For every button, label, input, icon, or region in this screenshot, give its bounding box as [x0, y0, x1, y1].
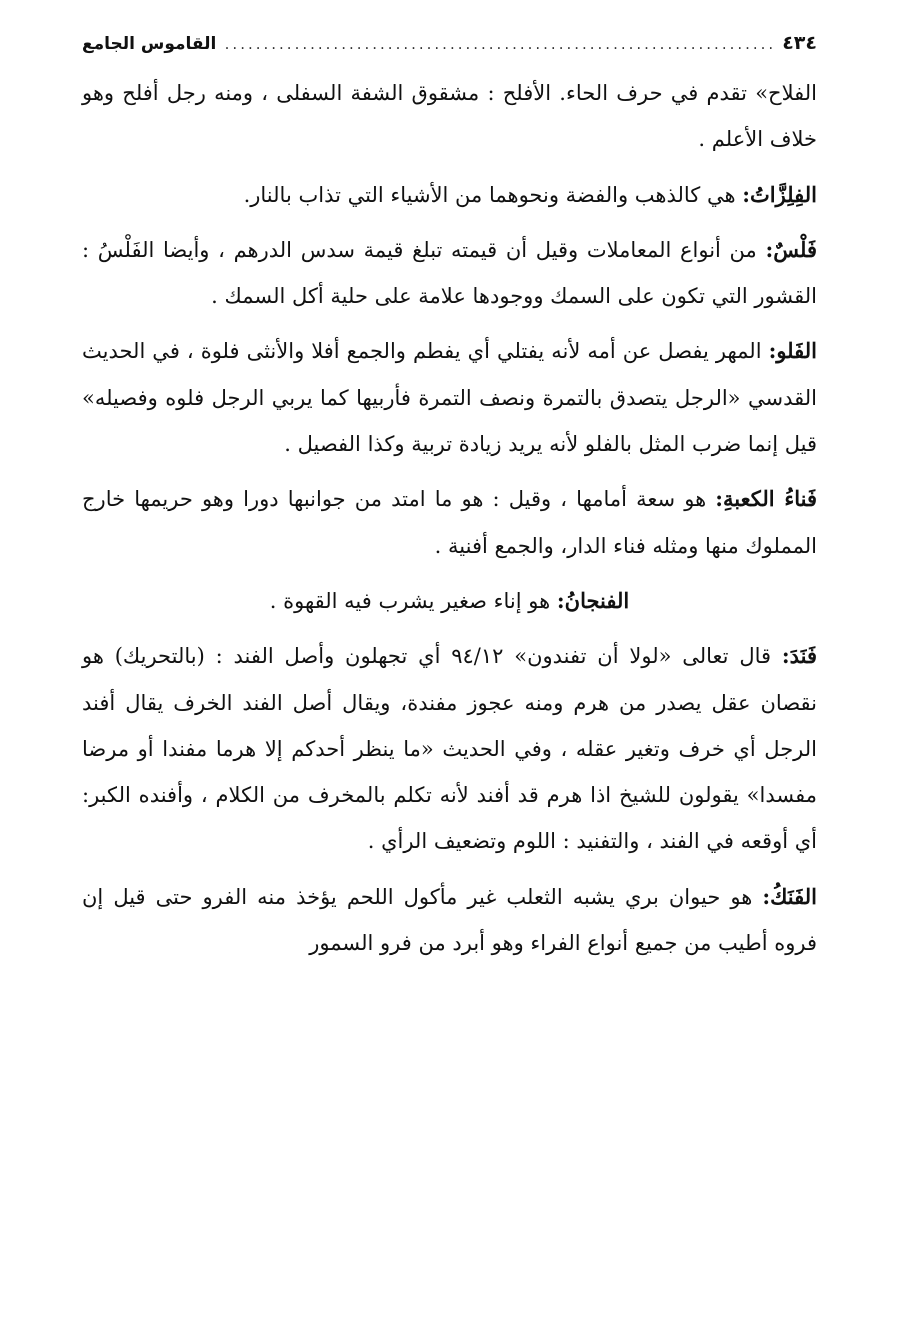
entry-term: الفَنَكُ: — [762, 883, 817, 909]
entry-term: فَلْسٌ: — [765, 236, 817, 262]
document-page — [82, 32, 817, 975]
entry-fals — [82, 227, 817, 320]
page-number: ٤٣٤ — [782, 32, 817, 54]
entry-term: فَنَدَ: — [781, 643, 817, 669]
page-header — [82, 32, 817, 70]
entry-text: الفلاح» تقدم في حرف الحاء. الأفلح : مشقوق الشفة السفلى ، ومنه رجل أفلح وهو خلاف الأعلم . — [82, 81, 817, 152]
entry-continuation — [82, 70, 817, 163]
entry-term: فَناءُ الكعبةِ: — [715, 486, 817, 512]
entry-text: المهر يفصل عن أمه لأنه يفتلي أي يفطم والجمع أفلا والأنثى فلوة ، في الحديث القدسي «الرجل يتصدق بالتمرة ونصف التمرة فأربيها كما يربي الرجل فلوه وفصيله» قيل إنما ضرب المثل بالفلو لأنه يريد زيادة تربية وكذا الفصيل . — [82, 339, 817, 457]
entry-text: هو حيوان بري يشبه الثعلب غير مأكول اللحم يؤخذ منه الفرو حتى قيل إن فروه أطيب من جميع أنواع الفراء وهو أبرد من فرو السمور — [82, 884, 817, 956]
entry-term: الفِلِزَّاتُ: — [742, 181, 817, 207]
entry-fanak — [82, 874, 817, 967]
entry-fanad — [82, 633, 817, 864]
entry-fina-alkaaba — [82, 476, 817, 569]
entry-text: هو إناء صغير يشرب فيه القهوة . — [269, 588, 557, 613]
entry-term: الفَلو: — [768, 338, 817, 364]
entry-finjan — [82, 578, 817, 624]
entry-text: هي كالذهب والفضة ونحوهما من الأشياء التي تذاب بالنار. — [243, 182, 743, 207]
entry-falw — [82, 328, 817, 467]
entry-text: من أنواع المعاملات وقيل أن قيمته تبلغ قيمة سدس الدرهم ، وأيضا الفَلْسُ : القشور التي تكون على السمك ووجودها علامة على حلية أكل السمك . — [82, 237, 817, 309]
entry-filizzat — [82, 172, 817, 218]
entry-text: قال تعالى «لولا أن تفندون» ٩٤/١٢ أي تجهلون وأصل الفند : (بالتحريك) هو نقصان عقل يصدر من هرم ومنه عجوز مفندة، ويقال أصل الفند الخرف يقال أفند الرجل أي خرف وتغير عقله ، وفي الحديث «ما ينظر أحدكم إلا هرما مفندا أو مرضا مفسدا» يقولون للشيخ اذا هرم قد أفند لأنه تكلم بالمخرف من الكلام ، وأفنده الكبر: أي أوقعه في الفند ، والتفنيد : اللوم وتضعيف الرأي . — [82, 644, 817, 854]
entry-text: هو سعة أمامها ، وقيل : هو ما امتد من جوانبها دورا وهو حريمها خارج المملوك منها ومثله فناء الدار، والجمع أفنية . — [82, 487, 817, 558]
book-title: القاموس الجامع — [82, 34, 217, 54]
entry-term: الفنجانُ: — [556, 587, 630, 613]
leader-dots — [222, 35, 776, 53]
